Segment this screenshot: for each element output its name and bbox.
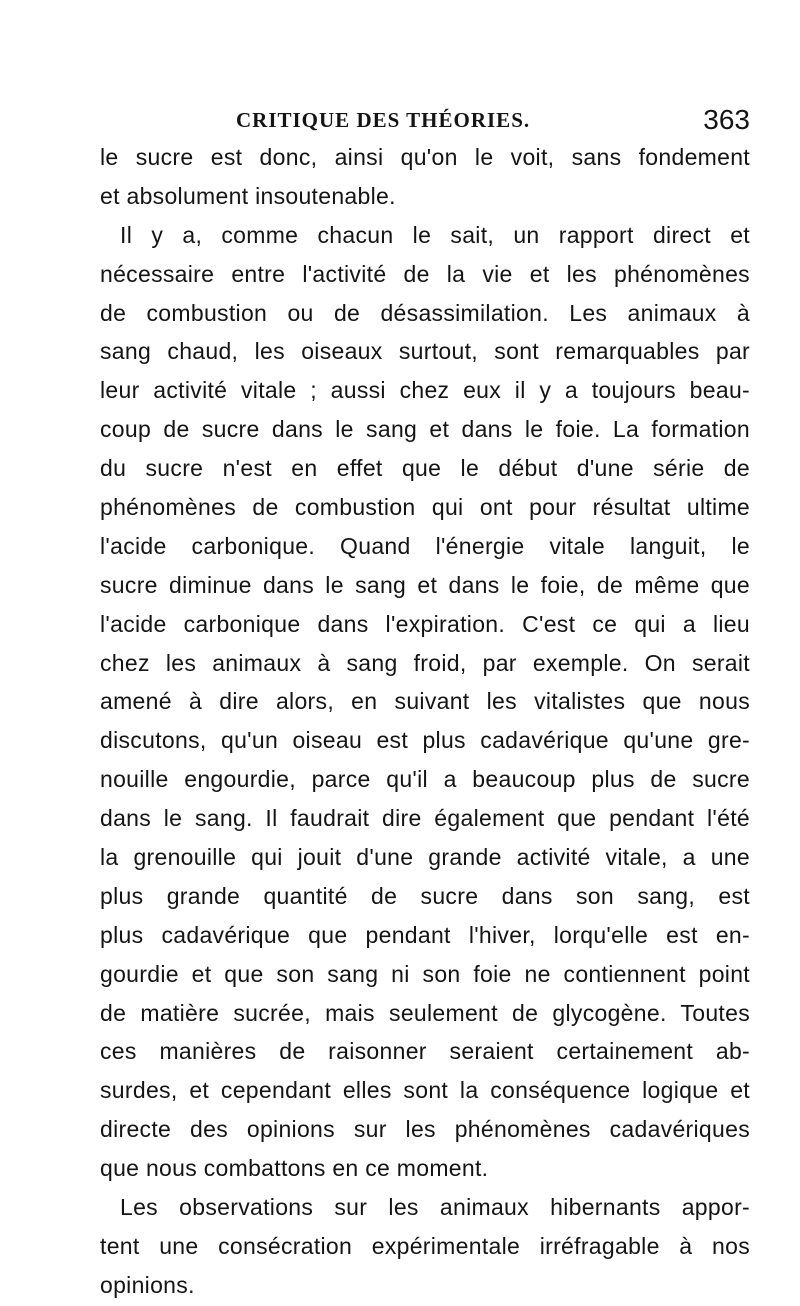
header-title: CRITIQUE DES THÉORIES. [236, 108, 531, 132]
text-line: amené à dire alors, en suivant les vitalistes que nous [100, 688, 750, 715]
text-line: que nous combattons en ce moment. [100, 1155, 489, 1182]
text-line: de matière sucrée, mais seulement de glycogène. Toutes [100, 999, 750, 1026]
text-line: dans le sang. Il faudrait dire également que pendant l'été [100, 805, 750, 832]
text-line: le sucre est donc, ainsi qu'on le voit, sans fondement [100, 144, 750, 170]
text-line: ces manières de raisonner seraient certainement ab- [100, 1038, 750, 1065]
text-line: plus grande quantité de sucre dans son sang, est [100, 882, 750, 909]
text-line: nécessaire entre l'activité de la vie et les phénomènes [100, 260, 750, 287]
text-line: la grenouille qui jouit d'une grande activité vitale, a une [100, 844, 750, 871]
text-line: l'acide carbonique dans l'expiration. C'est ce qui a lieu [100, 610, 750, 637]
text-line: Il y a, comme chacun le sait, un rapport direct et [120, 221, 750, 248]
text-line: nouille engourdie, parce qu'il a beaucoup plus de sucre [100, 766, 750, 793]
text-line: leur activité vitale ; aussi chez eux il y a toujours beau- [100, 377, 750, 404]
text-line: sang chaud, les oiseaux surtout, sont remarquables par [100, 338, 750, 365]
text-line: l'acide carbonique. Quand l'énergie vitale languit, le [100, 532, 750, 559]
text-line: tent une consécration expérimentale irréfragable à nos [100, 1232, 750, 1259]
text-line: discutons, qu'un oiseau est plus cadavérique qu'une gre- [100, 727, 750, 754]
body-text [100, 138, 750, 1305]
text-line: du sucre n'est en effet que le début d'une série de [100, 455, 750, 482]
text-line: plus cadavérique que pendant l'hiver, lorqu'elle est en- [100, 921, 750, 948]
running-header [100, 100, 750, 140]
text-line: de combustion ou de désassimilation. Les animaux à [100, 299, 750, 326]
text-line: directe des opinions sur les phénomènes cadavériques [100, 1116, 750, 1143]
text-line: opinions. [100, 1271, 195, 1298]
text-line: surdes, et cependant elles sont la conséquence logique et [100, 1077, 750, 1104]
text-line: gourdie et que son sang ni son foie ne contiennent point [100, 960, 750, 987]
text-line: Les observations sur les animaux hibernants appor- [120, 1194, 750, 1221]
text-line: chez les animaux à sang froid, par exemple. On serait [100, 649, 750, 676]
text-line: et absolument insoutenable. [100, 182, 396, 209]
text-line: sucre diminue dans le sang et dans le foie, de même que [100, 571, 750, 598]
page-number: 363 [703, 104, 750, 135]
text-line: coup de sucre dans le sang et dans le foie. La formation [100, 416, 750, 443]
text-line: phénomènes de combustion qui ont pour résultat ultime [100, 494, 750, 521]
